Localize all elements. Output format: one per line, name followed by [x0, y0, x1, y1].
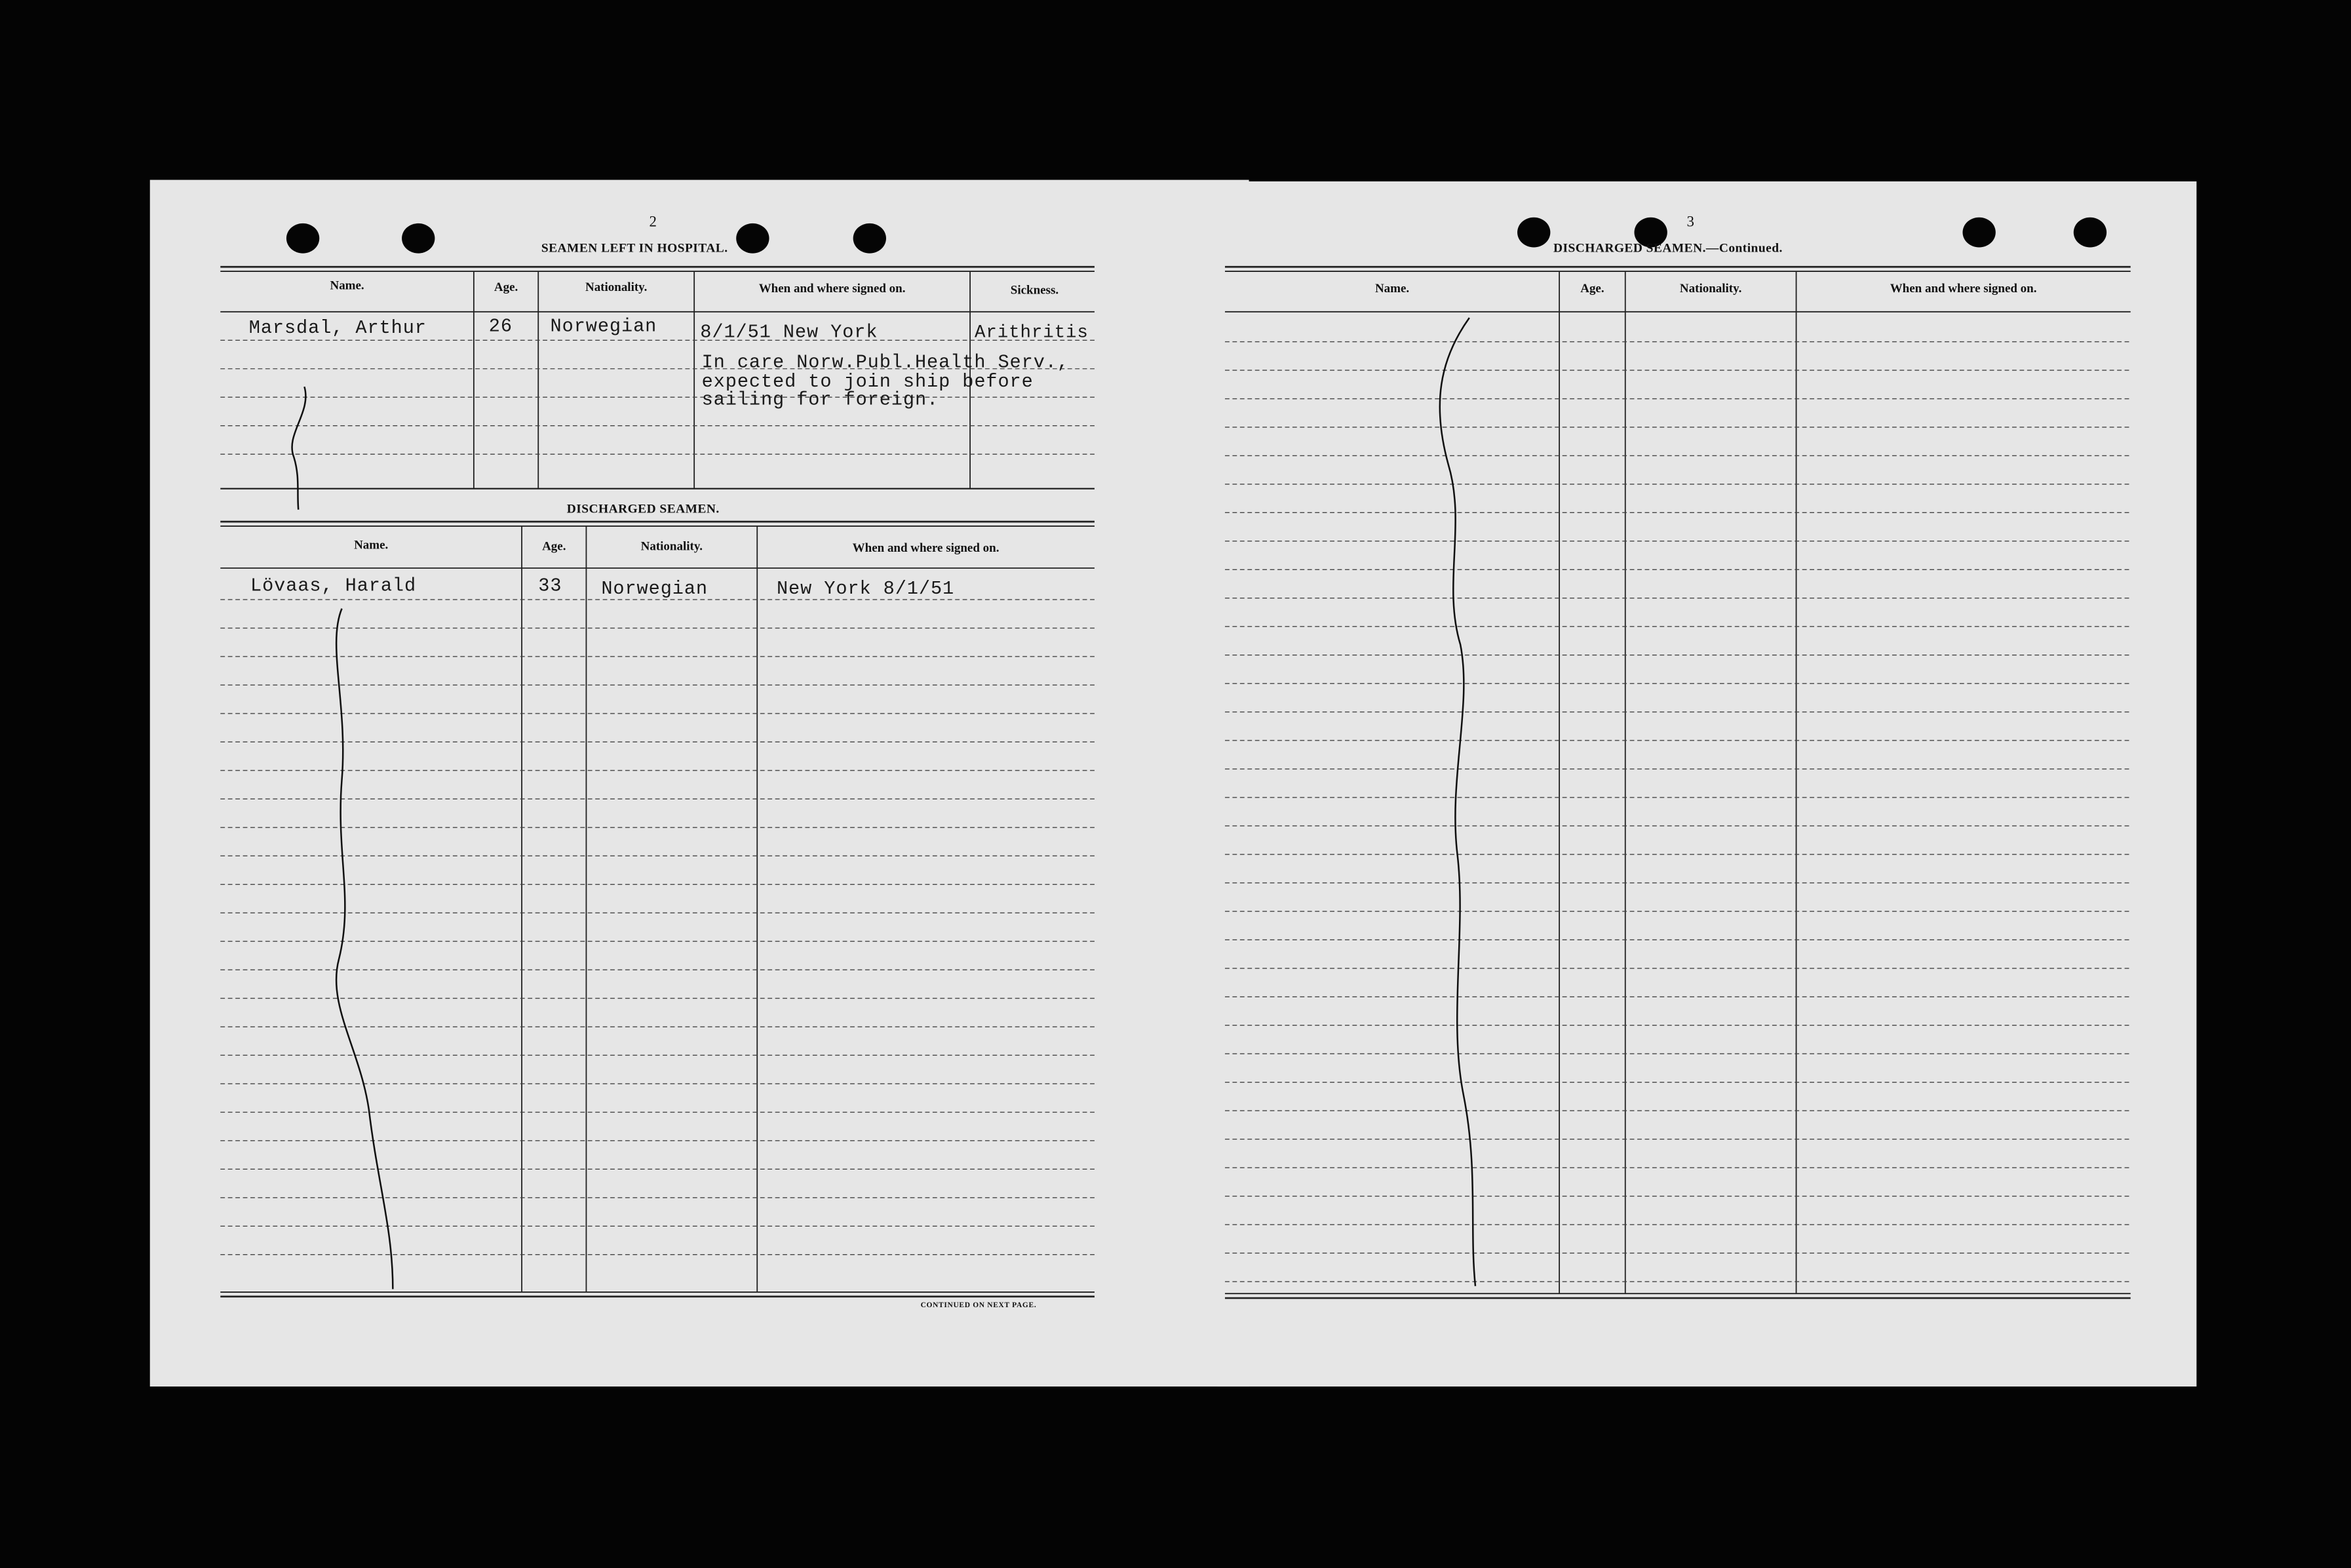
discharged-entry-age: 33 [538, 575, 562, 597]
page-number-left: 2 [649, 214, 657, 231]
col-header-age: Age. [542, 539, 566, 554]
col-header-age: Age. [494, 280, 518, 294]
page-number-right: 3 [1686, 214, 1694, 231]
col-header-signed-on: When and where signed on. [758, 282, 906, 296]
col-header-name: Name. [330, 278, 364, 293]
continued-note: CONTINUED ON NEXT PAGE. [920, 1302, 1037, 1310]
hospital-entry-remark-line: In care Norw.Publ.Health Serv., [701, 352, 1069, 373]
hospital-entry-sickness: Arithritis [974, 322, 1089, 343]
discharged-section-title: DISCHARGED SEAMEN. [566, 501, 720, 516]
hospital-entry-age: 26 [488, 316, 513, 337]
hospital-entry-remark-line: expected to join ship before [701, 372, 1034, 393]
col-header-name: Name. [354, 538, 389, 552]
col-header-signed-on: When and where signed on. [1890, 282, 2037, 296]
discharged-entry-name: Lövaas, Harald [250, 575, 417, 597]
discharged-continued-title: DISCHARGED SEAMEN.—Continued. [1553, 240, 1783, 255]
col-header-age: Age. [1580, 282, 1604, 296]
col-header-nationality: Nationality. [1679, 282, 1742, 296]
hospital-entry-remark-line: sailing for foreign. [701, 389, 939, 411]
col-header-name: Name. [1374, 282, 1410, 296]
col-header-signed-on: When and where signed on. [852, 541, 1000, 555]
col-header-nationality: Nationality. [640, 539, 703, 554]
hospital-entry-signed-on: 8/1/51 New York [700, 322, 878, 343]
hospital-entry-name: Marsdal, Arthur [248, 317, 427, 339]
col-header-sickness: Sickness. [1010, 283, 1059, 297]
col-header-nationality: Nationality. [585, 280, 648, 294]
hospital-section-title: SEAMEN LEFT IN HOSPITAL. [541, 240, 728, 255]
hospital-entry-nationality: Norwegian [550, 316, 657, 337]
discharged-entry-signed-on: New York 8/1/51 [776, 579, 955, 600]
discharged-entry-nationality: Norwegian [601, 579, 709, 600]
